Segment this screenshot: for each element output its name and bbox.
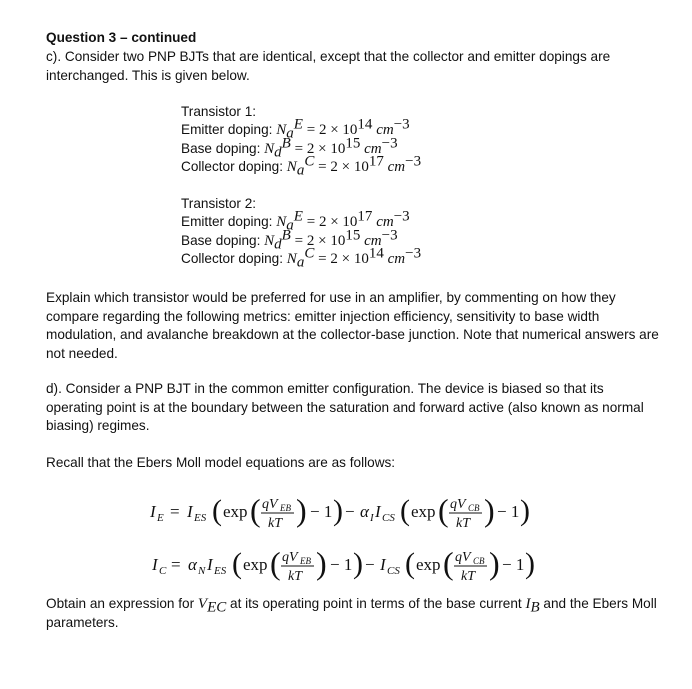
part-d-intro: d). Consider a PNP BJT in the common emitter configuration. The device is biased so that its operating point is at the boundary between the saturation and forward active (also known as normal biasing) regimes. (46, 381, 644, 434)
svg-text:(: ( (250, 492, 261, 528)
svg-text:): ) (489, 545, 500, 581)
svg-text:CB: CB (473, 556, 485, 566)
svg-text:CS: CS (382, 512, 395, 524)
svg-text:exp: exp (243, 555, 268, 574)
ebers-moll-equation-collector-graphic (0, 537, 692, 587)
svg-text:(: ( (212, 494, 222, 527)
svg-text:(: ( (443, 545, 454, 581)
svg-text:kT: kT (268, 516, 282, 531)
svg-text:−: − (345, 502, 355, 521)
svg-text:ES: ES (214, 565, 227, 577)
transistor-1-block (181, 103, 421, 177)
transistor-2-emitter-doping: Emitter doping: $N_a^E = 2 \times 10^{17}$ $cm^{-3}$ (181, 208, 410, 235)
svg-text:α: α (188, 555, 197, 574)
svg-text:C: C (159, 565, 167, 577)
svg-text:(: ( (438, 492, 449, 528)
svg-text:I: I (187, 502, 193, 521)
svg-text:α: α (360, 502, 369, 521)
transistor-2-block (181, 195, 421, 269)
svg-text:I: I (370, 512, 374, 524)
svg-text:(: ( (232, 547, 242, 580)
transistor-1-collector-doping: Collector doping: $N_a^C = 2 \times 10^{17}$ $cm^{-3}$ (181, 153, 422, 179)
transistor-1-base-doping: Base doping: $N_d^B = 2 \times 10^{15}$ $cm^{-3}$ (181, 135, 398, 161)
svg-text:exp: exp (411, 502, 436, 521)
part-c-question: Explain which transistor would be preferred for use in an amplifier, by commenting on how they compare regarding the following metrics: emitter injection efficiency, sensitivity to base width modulation, and avalanche breakdown at the collector-base junction. Note that numerical answers are not needed. (46, 290, 659, 361)
svg-text:): ) (525, 547, 535, 580)
svg-text:): ) (353, 547, 363, 580)
svg-text:− 1: − 1 (330, 555, 353, 574)
transistor-2-title: Transistor 2: (181, 196, 257, 211)
svg-text:): ) (484, 492, 495, 528)
svg-text:CS: CS (387, 565, 400, 577)
svg-text:EB: EB (280, 503, 291, 513)
svg-text:− 1: − 1 (502, 555, 525, 574)
svg-text:exp: exp (223, 502, 248, 521)
svg-text:=: = (170, 502, 180, 521)
svg-text:qV: qV (262, 497, 278, 512)
svg-text:(: ( (270, 545, 281, 581)
svg-text:I: I (150, 502, 156, 521)
svg-text:qV: qV (455, 550, 471, 565)
svg-text:): ) (520, 494, 530, 527)
ebers-moll-equation-collector (0, 537, 692, 587)
ebers-moll-equation-emitter (0, 484, 692, 534)
svg-text:I: I (207, 555, 213, 574)
svg-text:I: I (375, 502, 381, 521)
svg-text:− 1: − 1 (310, 502, 333, 521)
svg-text:): ) (316, 545, 327, 581)
transistor-1-title: Transistor 1: (181, 104, 257, 119)
svg-text:−: − (365, 555, 375, 574)
svg-text:(: ( (400, 494, 410, 527)
svg-text:=: = (171, 555, 181, 574)
svg-text:): ) (296, 492, 307, 528)
svg-text:EB: EB (300, 556, 311, 566)
question-heading: Question 3 – continued (46, 30, 197, 45)
ebers-moll-equation-emitter-graphic (0, 484, 692, 534)
svg-text:ES: ES (194, 512, 207, 524)
svg-text:kT: kT (461, 569, 475, 584)
svg-text:kT: kT (288, 569, 302, 584)
part-c-intro: c). Consider two PNP BJTs that are identical, except that the collector and emitter dopings are interchanged. This is given below. (46, 49, 611, 83)
svg-text:): ) (333, 494, 343, 527)
transistor-2-base-doping: Base doping: $N_d^B = 2 \times 10^{15}$ $cm^{-3}$ (181, 227, 398, 253)
svg-text:N: N (198, 565, 206, 577)
svg-text:E: E (157, 512, 164, 524)
transistor-2-collector-doping: Collector doping: $N_a^C = 2 \times 10^{14}$ $cm^{-3}$ (181, 245, 422, 271)
svg-text:(: ( (405, 547, 415, 580)
part-d-obtain: Obtain an expression for $V_{EC}$ at its operating point in terms of the base current $I_B$ and the Ebers Moll parameters. (46, 596, 657, 630)
svg-text:I: I (152, 555, 158, 574)
svg-text:kT: kT (456, 516, 470, 531)
transistor-1-emitter-doping: Emitter doping: $N_a^E = 2 \times 10^{14}$ $cm^{-3}$ (181, 116, 410, 143)
svg-text:exp: exp (416, 555, 441, 574)
svg-text:CB: CB (468, 503, 480, 513)
svg-text:qV: qV (282, 550, 298, 565)
svg-text:I: I (380, 555, 386, 574)
part-d-recall: Recall that the Ebers Moll model equations are as follows: (46, 455, 396, 470)
svg-text:− 1: − 1 (497, 502, 520, 521)
svg-text:qV: qV (450, 497, 466, 512)
